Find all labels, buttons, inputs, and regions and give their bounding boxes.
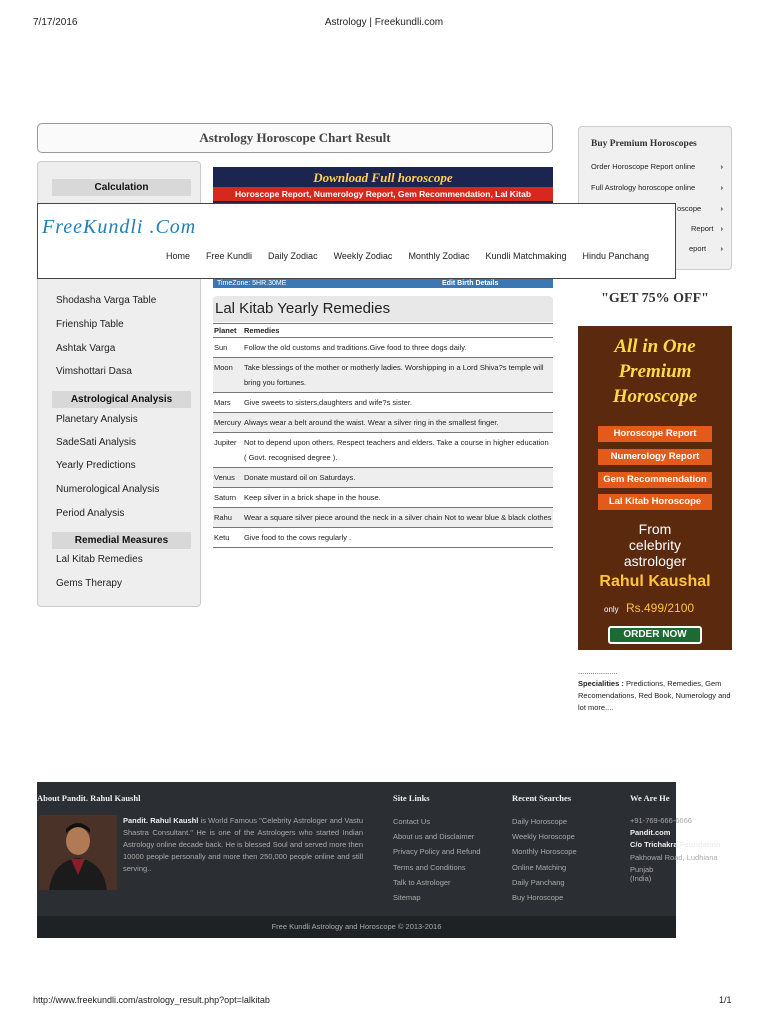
footer-link-contact[interactable]: Contact Us: [393, 817, 431, 826]
edit-birth-details-link[interactable]: Edit Birth Details: [442, 280, 499, 287]
nav-free-kundli[interactable]: Free Kundli: [206, 251, 253, 261]
planet-cell: Mercury: [213, 413, 243, 433]
sidebar-item-gems-therapy[interactable]: Gems Therapy: [56, 578, 122, 589]
sidebar-item-yearly-predictions[interactable]: Yearly Predictions: [56, 460, 136, 471]
nav-kundli-matchmaking[interactable]: Kundli Matchmaking: [485, 251, 567, 261]
nav-links: [166, 251, 649, 261]
banner-subline: Horoscope Report, Numerology Report, Gem Recommendation, Lal Kitab: [213, 187, 553, 201]
planet-cell: Rahu: [213, 508, 243, 528]
premium-horoscope-ad[interactable]: [578, 326, 732, 650]
nav-hindu-panchang[interactable]: Hindu Panchang: [582, 251, 650, 261]
print-page-number: 1/1: [719, 995, 732, 1005]
table-row: [213, 528, 553, 548]
table-row: [213, 433, 553, 468]
footer-recent-panchang[interactable]: Daily Panchang: [512, 878, 565, 887]
footer-recent-heading: Recent Searches: [512, 793, 572, 803]
ad-from-line: From: [638, 521, 672, 537]
table-row: [213, 338, 553, 358]
footer-we-are-heading: We Are He: [630, 793, 670, 803]
remedy-cell: Not to depend upon others. Respect teachers and elders. Take a course in higher education ( Govt. recognised degree ).: [243, 433, 553, 468]
banner-headline: Download Full horoscope: [313, 170, 453, 185]
remedy-cell: Wear a square silver piece around the neck in a silver chain Not to wear blue & black clothes: [243, 508, 553, 528]
footer-region: Punjab (India): [630, 865, 654, 883]
table-row: [213, 508, 553, 528]
lal-kitab-heading: Lal Kitab Yearly Remedies: [213, 296, 553, 322]
sidebar-item-shodasha-varga[interactable]: Shodasha Varga Table: [56, 295, 157, 306]
planet-cell: Moon: [213, 358, 243, 393]
print-date: 7/17/2016: [33, 17, 78, 28]
footer-site-links-heading: Site Links: [393, 793, 430, 803]
footer-address: Pakhowal Road, Ludhiana: [630, 853, 718, 862]
timezone-label: TimeZone: 5HR.30ME: [217, 280, 287, 287]
table-row: [213, 468, 553, 488]
premium-link-label: oscope: [677, 204, 702, 213]
ad-bar-horoscope-report: Horoscope Report: [598, 426, 712, 442]
ad-title-line: Horoscope: [612, 386, 698, 407]
footer-site: Pandit.com: [630, 828, 671, 837]
ad-astrologer-name: Rahul Kaushal: [599, 573, 711, 590]
column-planet: Planet: [213, 324, 243, 338]
print-url: http://www.freekundli.com/astrology_result.php?opt=lalkitab: [33, 995, 270, 1005]
about-text: [123, 815, 363, 875]
chevron-right-icon: ›: [720, 183, 723, 192]
ad-title-line: Premium: [618, 361, 692, 382]
specialities-label: Specialities :: [578, 679, 624, 688]
nav-weekly-zodiac[interactable]: Weekly Zodiac: [333, 251, 393, 261]
footer-copyright: Free Kundli Astrology and Horoscope © 2013-2016: [37, 916, 676, 938]
print-title: Astrology | Freekundli.com: [324, 17, 444, 28]
site-logo[interactable]: FreeKundli .Com: [42, 216, 197, 238]
chevron-right-icon: ›: [720, 244, 723, 253]
remedy-cell: Take blessings of the mother or motherly ladies. Worshipping in a Lord Shiva?s temple will bring you fortunes.: [243, 358, 553, 393]
astrologer-photo: [39, 815, 117, 890]
planet-cell: Sun: [213, 338, 243, 358]
ad-bar-numerology-report: Numerology Report: [598, 449, 712, 465]
sidebar-heading-calculation: Calculation: [52, 179, 191, 196]
remedy-cell: Donate mustard oil on Saturdays.: [243, 468, 553, 488]
premium-link-full-astrology[interactable]: [591, 183, 727, 192]
download-horoscope-banner[interactable]: [213, 167, 553, 203]
footer-foundation: C/o Trichakra Foundation: [630, 840, 721, 849]
remedy-cell: Keep silver in a brick shape in the house.: [243, 488, 553, 508]
table-row: [213, 413, 553, 433]
planet-cell: Mars: [213, 393, 243, 413]
remedy-cell: Follow the old customs and traditions.Give food to three dogs daily.: [243, 338, 553, 358]
footer-recent-buy[interactable]: Buy Horoscope: [512, 893, 564, 902]
sidebar-item-numerological-analysis[interactable]: Numerological Analysis: [56, 484, 160, 495]
remedy-cell: Give sweets to sisters,daughters and wife?s sister.: [243, 393, 553, 413]
chevron-right-icon: ›: [720, 224, 723, 233]
specialities-text: Predictions, Remedies, Gem Recomendations, Red Book, Numerology and lot more....: [578, 679, 731, 712]
order-now-button[interactable]: ORDER NOW: [608, 626, 702, 644]
table-row: [213, 358, 553, 393]
footer-recent-monthly[interactable]: Monthly Horoscope: [512, 847, 577, 856]
premium-link-label: Order Horoscope Report online: [591, 162, 696, 171]
planet-cell: Jupiter: [213, 433, 243, 468]
chevron-right-icon: ›: [720, 162, 723, 171]
sidebar-heading-analysis: Astrological Analysis: [52, 391, 191, 408]
ad-price: Rs.499/2100: [626, 601, 695, 615]
site-navbar: [37, 203, 676, 279]
remedy-cell: Give food to the cows regularly .: [243, 528, 553, 548]
specialities: [578, 666, 732, 714]
sidebar-item-vimshottari-dasa[interactable]: Vimshottari Dasa: [56, 366, 132, 377]
ad-title-line: All in One: [614, 336, 696, 357]
ad-price-prefix: only: [604, 605, 619, 614]
footer-link-sitemap[interactable]: Sitemap: [393, 893, 421, 902]
buy-premium-heading: Buy Premium Horoscopes: [591, 139, 697, 149]
planet-cell: Saturn: [213, 488, 243, 508]
planet-cell: Ketu: [213, 528, 243, 548]
footer-link-about[interactable]: About us and Disclaimer: [393, 832, 475, 841]
sidebar-item-ashtak-varga[interactable]: Ashtak Varga: [56, 343, 116, 354]
sidebar-item-friendship-table[interactable]: Frienship Table: [56, 319, 124, 330]
ad-from-line: celebrity: [628, 537, 682, 553]
specialities-dots: ...................: [578, 667, 618, 676]
site-footer: [37, 782, 721, 938]
ad-bar-lal-kitab: Lal Kitab Horoscope: [598, 494, 712, 510]
offer-text: "GET 75% OFF": [601, 291, 709, 306]
astrologer-portrait-image: [39, 815, 117, 890]
footer-phone: +91-769-666-6666: [630, 816, 692, 825]
lal-kitab-table: [213, 323, 553, 548]
sidebar-item-sadesati-analysis[interactable]: SadeSati Analysis: [56, 437, 137, 448]
planet-cell: Venus: [213, 468, 243, 488]
premium-link-label: eport: [689, 244, 707, 253]
nav-home[interactable]: Home: [166, 251, 191, 261]
footer-recent-daily[interactable]: Daily Horoscope: [512, 817, 568, 826]
sidebar-item-period-analysis[interactable]: Period Analysis: [56, 508, 125, 519]
page-title: Astrology Horoscope Chart Result: [37, 123, 553, 153]
column-remedies: Remedies: [243, 324, 553, 338]
nav-daily-zodiac[interactable]: Daily Zodiac: [268, 251, 318, 261]
footer-link-privacy[interactable]: Privacy Policy and Refund: [393, 847, 481, 856]
chevron-right-icon: ›: [720, 204, 723, 213]
ad-bar-gem-recommendation: Gem Recommendation: [598, 472, 712, 488]
premium-link-order-report[interactable]: [591, 162, 727, 171]
about-name: Pandit. Rahul Kaushl: [123, 816, 199, 825]
nav-monthly-zodiac[interactable]: Monthly Zodiac: [408, 251, 470, 261]
sidebar-item-lal-kitab-remedies[interactable]: Lal Kitab Remedies: [56, 554, 143, 565]
footer-about-heading: About Pandit. Rahul Kaushl: [37, 793, 141, 803]
footer-link-talk[interactable]: Talk to Astrologer: [393, 878, 451, 887]
sidebar-item-planetary-analysis[interactable]: Planetary Analysis: [56, 414, 138, 425]
ad-from-line: astrologer: [623, 553, 687, 569]
remedy-cell: Always wear a belt around the waist. Wear a silver ring in the smallest finger.: [243, 413, 553, 433]
about-description: is World Famous "Celebrity Astrologer and Vastu Shastra Consultant." He is one of the Astrologers who started Indian Astrology online decade back. He is blessed Soul and served more then 10000 people personally and more then 250,000 people online and still serving..: [123, 816, 363, 873]
footer-recent-weekly[interactable]: Weekly Horoscope: [512, 832, 575, 841]
table-row: [213, 488, 553, 508]
footer-link-terms[interactable]: Terms and Conditions: [393, 863, 466, 872]
sidebar-heading-remedial: Remedial Measures: [52, 532, 191, 549]
table-row: [213, 393, 553, 413]
premium-link-label: Report: [691, 224, 714, 233]
birth-details-strip: [213, 279, 553, 288]
premium-link-label: Full Astrology horoscope online: [591, 183, 696, 192]
footer-recent-matching[interactable]: Online Matching: [512, 863, 567, 872]
